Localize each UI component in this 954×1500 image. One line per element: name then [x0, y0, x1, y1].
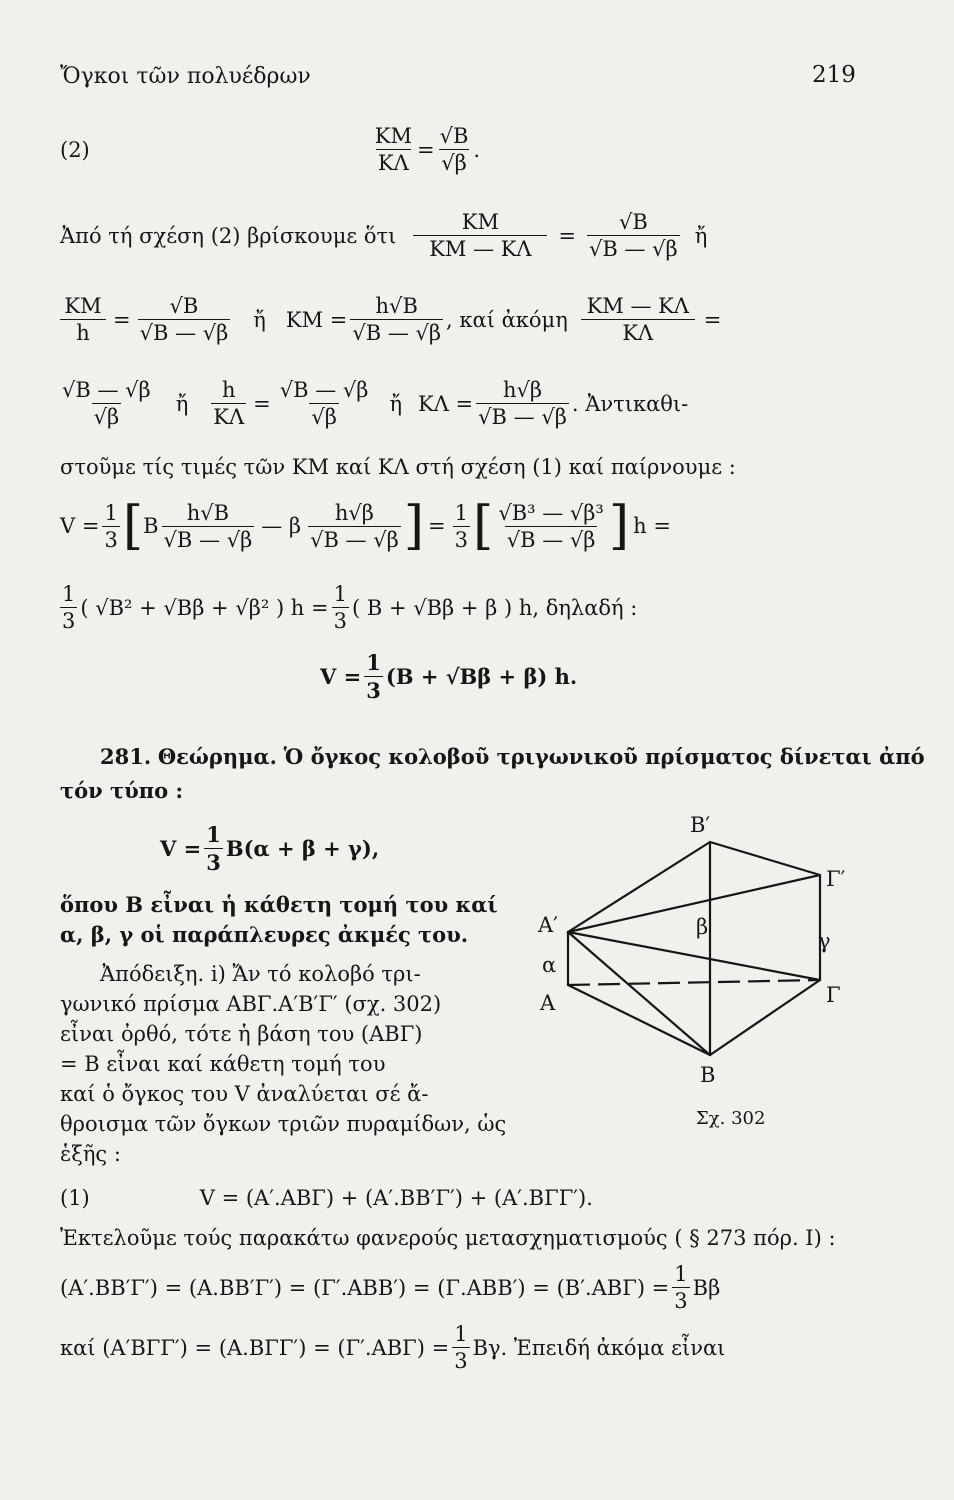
- equals-sign: =: [113, 307, 131, 332]
- theorem-text: α, β, γ οἱ παράπλευρες ἀκμές του.: [60, 922, 469, 947]
- fraction-denominator: √β: [441, 151, 467, 175]
- fraction-numerator: h√B: [186, 500, 230, 525]
- equals-sign: =: [253, 391, 271, 416]
- text-line: [60, 496, 671, 556]
- text-line: Ἐκτελοῦμε τούς παρακάτω φανερούς μετασχηματισμούς ( § 273 πόρ. I) :: [60, 1226, 836, 1250]
- fraction-denominator: √B — √β: [352, 321, 442, 345]
- label-gamma: γ: [818, 929, 831, 953]
- fraction-numerator: ΚΜ — ΚΛ: [586, 294, 689, 318]
- text-span: καί (A′BΓΓ′) = (A.BΓΓ′) = (Γ′.ABΓ) =: [60, 1335, 450, 1360]
- theorem-text: Ὁ ὄγκος κολοβοῦ τριγωνικοῦ πρίσματος δίνεται ἀπό: [283, 744, 925, 769]
- label-a-prime: A′: [538, 913, 558, 937]
- fraction-numerator: ΚΜ: [64, 294, 102, 318]
- proof-line: γωνικό πρίσμα ΑΒΓ.Α′Β′Γ′ (σχ. 302): [60, 992, 442, 1016]
- figure-caption: Σχ. 302: [696, 1108, 766, 1129]
- fraction-denominator: √B — √β: [478, 405, 567, 429]
- fraction-denominator: 3: [366, 678, 381, 703]
- edge-ap-bp: [568, 842, 710, 932]
- proof-line: ἑξῆς :: [60, 1142, 121, 1166]
- equation-2: [60, 124, 480, 175]
- fraction-denominator: 3: [104, 527, 118, 552]
- label-b: B: [700, 1063, 716, 1087]
- fraction-numerator: √B: [169, 294, 199, 318]
- edge-ap-gp: [568, 875, 820, 932]
- fraction-denominator: ΚΜ — ΚΛ: [413, 235, 547, 261]
- equals-sign: =: [703, 307, 722, 332]
- or-word: ἤ: [253, 307, 266, 332]
- text-line: [60, 378, 688, 429]
- label-g: Γ: [826, 983, 841, 1007]
- theorem-text: ὅπου B εἶναι ἡ κάθετη τομή του καί: [60, 892, 498, 917]
- fraction-denominator: ΚΛ: [581, 319, 695, 345]
- fraction-denominator: √B — √β: [310, 527, 399, 552]
- fraction-numerator: 1: [206, 822, 221, 847]
- text-span: — β: [261, 514, 302, 538]
- fraction-denominator: √B — √β: [139, 321, 229, 345]
- fraction-numerator: 1: [454, 500, 469, 525]
- label-beta: β: [696, 915, 709, 939]
- text-span: , καί ἀκόμη: [446, 307, 568, 332]
- edge-bp-gp: [710, 842, 820, 875]
- fraction-numerator: 1: [333, 582, 347, 606]
- text-line: στοῦμε τίς τιμές τῶν ΚΜ καί ΚΛ στή σχέση (1) καί παίρνουμε :: [60, 455, 736, 479]
- text-span: B: [143, 514, 159, 538]
- theorem-formula: [160, 822, 379, 875]
- text-span: Bβ: [692, 1275, 721, 1300]
- fraction-denominator: 3: [454, 527, 469, 552]
- text-line: [320, 650, 577, 703]
- text-line: [60, 582, 637, 633]
- diag-ap-g: [568, 932, 820, 980]
- fraction-numerator: ΚΜ: [461, 210, 499, 234]
- fraction-numerator: √B — √β: [279, 378, 369, 402]
- left-bracket: [: [122, 496, 144, 556]
- text-span: . Ἀντικαθι-: [571, 391, 689, 416]
- fraction-denominator: 3: [206, 850, 221, 875]
- left-bracket: [: [473, 496, 494, 556]
- fraction-numerator: 1: [366, 650, 381, 675]
- text-span: ( √B² + √Bβ + √β² ) h =: [80, 595, 329, 620]
- fraction-numerator: 1: [104, 500, 118, 525]
- text-line: [60, 1322, 725, 1373]
- fraction-numerator: 1: [454, 1322, 468, 1346]
- right-bracket: ]: [608, 496, 630, 556]
- label-g-prime: Γ′: [826, 867, 846, 891]
- or-word: ἤ: [694, 223, 708, 248]
- theorem-text: τόν τύπο :: [60, 778, 184, 803]
- right-bracket: ]: [403, 496, 425, 556]
- or-word: ἤ: [175, 391, 189, 416]
- text-span: ΚΛ =: [418, 391, 474, 416]
- proof-line: Ἀπόδειξη. i) Ἄν τό κολοβό τρι-: [100, 962, 421, 986]
- text-span: V =: [320, 664, 362, 689]
- text-span: Bγ. Ἐπειδή ἀκόμα εἶναι: [472, 1335, 726, 1360]
- fraction-numerator: √B³ — √β³: [498, 500, 604, 525]
- edge-a-b: [568, 985, 710, 1055]
- prism-figure: [520, 800, 850, 1130]
- fraction-numerator: √B: [439, 124, 469, 148]
- equation-label: (1): [60, 1186, 90, 1210]
- fraction-denominator: √B — √β: [163, 527, 253, 552]
- fraction-numerator: 1: [62, 582, 76, 606]
- fraction-denominator: h: [60, 319, 106, 345]
- theorem-title: Θεώρημα.: [157, 744, 277, 769]
- edge-b-g: [710, 980, 820, 1055]
- fraction-denominator: √β: [93, 405, 120, 429]
- fraction-denominator: 3: [454, 1349, 468, 1373]
- text-span: Ἀπό τή σχέση (2) βρίσκουμε ὅτι: [60, 223, 397, 248]
- fraction-numerator: h√B: [375, 294, 418, 318]
- or-word: ἤ: [389, 391, 403, 416]
- fraction-numerator: √B — √β: [62, 378, 151, 402]
- proof-line: εἶναι ὀρθό, τότε ἡ βάση του (ΑΒΓ): [60, 1022, 423, 1046]
- text-line: [60, 294, 721, 345]
- fraction-numerator: 1: [674, 1262, 688, 1286]
- fraction-denominator: √B — √β: [506, 527, 596, 552]
- fraction-denominator: √B — √β: [589, 237, 678, 261]
- fraction-denominator: √β: [311, 405, 337, 429]
- equation-1: [60, 1186, 593, 1210]
- page-number: 219: [812, 62, 856, 88]
- text-line: [60, 210, 707, 261]
- label-a: A: [540, 991, 556, 1015]
- text-span: (A′.BB′Γ′) = (A.BB′Γ′) = (Γ′.ABB′) = (Γ.ABB′) = (B′.ABΓ) =: [60, 1275, 670, 1300]
- equation-label: (2): [60, 137, 90, 162]
- fraction-numerator: h√β: [334, 500, 374, 525]
- text-span: (B + √Bβ + β) h.: [385, 664, 578, 689]
- fraction-numerator: h: [221, 378, 236, 402]
- fraction-numerator: h√β: [502, 378, 543, 402]
- text-span: B(α + β + γ),: [225, 836, 380, 861]
- text-span: h =: [633, 514, 671, 538]
- proof-line: = B εἶναι καί κάθετη τομή του: [60, 1052, 386, 1076]
- text-line: [60, 1262, 720, 1313]
- theorem-number: 281.: [100, 744, 152, 769]
- running-header: Ὄγκοι τῶν πολυέδρων: [60, 64, 311, 89]
- fraction-denominator: 3: [62, 609, 76, 633]
- period: .: [473, 137, 481, 162]
- equals-sign: =: [428, 514, 446, 538]
- proof-line: θροισμα τῶν ὄγκων τριῶν πυραμίδων, ὡς: [60, 1112, 507, 1136]
- equals-sign: =: [416, 137, 435, 162]
- theorem-heading: [100, 744, 925, 769]
- fraction-numerator: ΚΜ: [374, 124, 412, 148]
- fraction-denominator: ΚΛ: [377, 151, 409, 175]
- fraction-denominator: 3: [333, 609, 347, 633]
- proof-line: καί ὁ ὄγκος του V ἀναλύεται σέ ἄ-: [60, 1082, 429, 1106]
- text-span: V =: [160, 836, 202, 861]
- text-span: ( B + √Bβ + β ) h, δηλαδή :: [351, 595, 638, 620]
- fraction-denominator: 3: [674, 1289, 688, 1313]
- diag-ap-b: [568, 932, 710, 1055]
- label-b-prime: B′: [690, 813, 711, 837]
- fraction-numerator: √B: [618, 210, 648, 234]
- text-span: V =: [60, 514, 100, 538]
- equals-sign: =: [558, 223, 577, 248]
- equation-text: V = (A′.ABΓ) + (A′.BB′Γ′) + (A′.BΓΓ′).: [199, 1186, 593, 1210]
- edge-a-g-hidden: [568, 980, 820, 985]
- text-span: ΚΜ =: [285, 307, 348, 332]
- fraction-denominator: ΚΛ: [213, 405, 245, 429]
- label-alpha: α: [542, 953, 557, 977]
